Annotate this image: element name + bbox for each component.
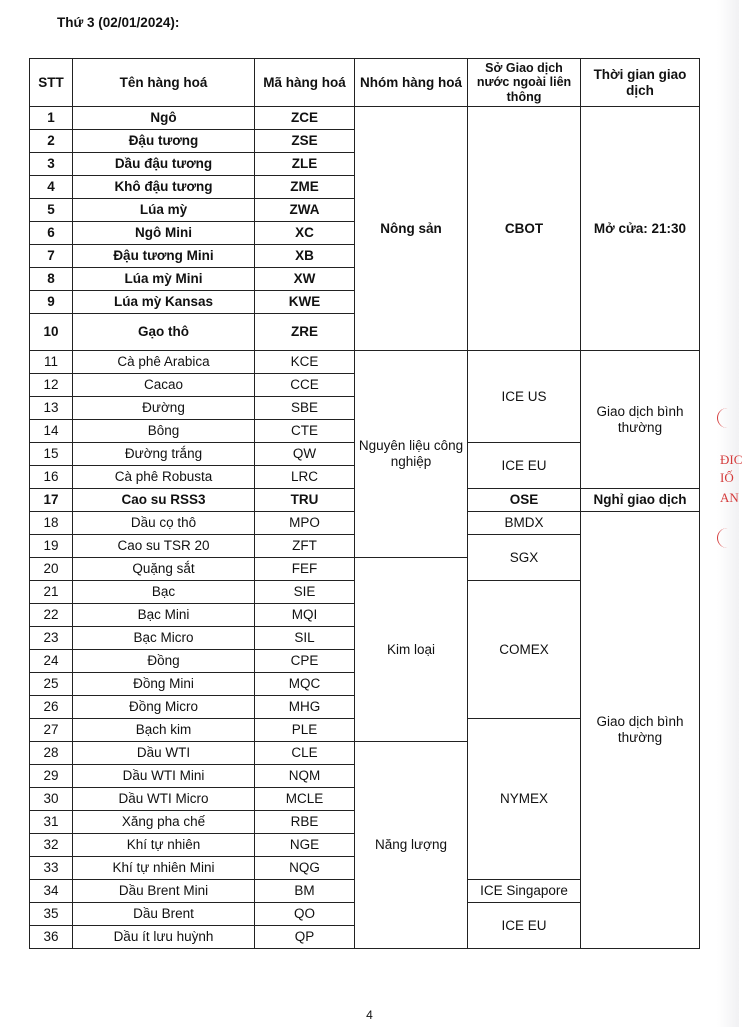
cell-stt: 32 <box>30 834 73 857</box>
group-metals: Kim loại <box>355 558 468 742</box>
stamp-mark: AN <box>720 490 739 505</box>
cell-name: Cao su TSR 20 <box>73 535 255 558</box>
header-group: Nhóm hàng hoá <box>355 59 468 107</box>
date-heading: Thứ 3 (02/01/2024): <box>57 15 180 30</box>
exchange-ice-us: ICE US <box>468 351 581 443</box>
cell-name: Dầu đậu tương <box>73 153 255 176</box>
cell-name: Khí tự nhiên Mini <box>73 857 255 880</box>
exchange-ice-eu: ICE EU <box>468 443 581 489</box>
cell-name: Dầu Brent Mini <box>73 880 255 903</box>
cell-code: ZWA <box>255 199 355 222</box>
cell-code: CTE <box>255 420 355 443</box>
exchange-ice-eu-2: ICE EU <box>468 903 581 949</box>
cell-code: ZME <box>255 176 355 199</box>
cell-name: Bạch kim <box>73 719 255 742</box>
cell-stt: 25 <box>30 673 73 696</box>
cell-stt: 10 <box>30 314 73 351</box>
cell-code: CPE <box>255 650 355 673</box>
cell-name: Lúa mỳ Kansas <box>73 291 255 314</box>
cell-name: Lúa mỳ <box>73 199 255 222</box>
cell-stt: 36 <box>30 926 73 949</box>
cell-code: RBE <box>255 811 355 834</box>
exchange-sgx: SGX <box>468 535 581 581</box>
cell-code: QO <box>255 903 355 926</box>
cell-name: Bạc Mini <box>73 604 255 627</box>
time-closed: Nghỉ giao dịch <box>581 489 700 512</box>
cell-stt: 33 <box>30 857 73 880</box>
header-exchange: Sở Giao dịch nước ngoài liên thông <box>468 59 581 107</box>
cell-code: XW <box>255 268 355 291</box>
group-agri: Nông sản <box>355 107 468 351</box>
cell-name: Dầu WTI Micro <box>73 788 255 811</box>
cell-name: Đường <box>73 397 255 420</box>
exchange-ice-singapore: ICE Singapore <box>468 880 581 903</box>
time-open: Mở cửa: 21:30 <box>581 107 700 351</box>
cell-stt: 19 <box>30 535 73 558</box>
cell-name: Khí tự nhiên <box>73 834 255 857</box>
cell-name: Ngô <box>73 107 255 130</box>
group-industrial: Nguyên liệu công nghiệp <box>355 351 468 558</box>
cell-stt: 11 <box>30 351 73 374</box>
cell-code: XB <box>255 245 355 268</box>
cell-code: MHG <box>255 696 355 719</box>
cell-stt: 26 <box>30 696 73 719</box>
cell-stt: 17 <box>30 489 73 512</box>
cell-stt: 31 <box>30 811 73 834</box>
header-name: Tên hàng hoá <box>73 59 255 107</box>
cell-stt: 35 <box>30 903 73 926</box>
cell-stt: 9 <box>30 291 73 314</box>
red-stamp-fragment <box>717 400 742 550</box>
exchange-bmdx: BMDX <box>468 512 581 535</box>
stamp-arc <box>717 528 738 548</box>
commodity-table <box>29 58 700 949</box>
cell-name: Dầu cọ thô <box>73 512 255 535</box>
cell-stt: 28 <box>30 742 73 765</box>
cell-name: Bông <box>73 420 255 443</box>
cell-code: QP <box>255 926 355 949</box>
cell-stt: 7 <box>30 245 73 268</box>
cell-stt: 1 <box>30 107 73 130</box>
cell-name: Đồng Mini <box>73 673 255 696</box>
cell-name: Đường trắng <box>73 443 255 466</box>
cell-name: Dầu Brent <box>73 903 255 926</box>
header-code: Mã hàng hoá <box>255 59 355 107</box>
cell-code: FEF <box>255 558 355 581</box>
cell-stt: 16 <box>30 466 73 489</box>
cell-name: Đồng <box>73 650 255 673</box>
cell-code: NQG <box>255 857 355 880</box>
cell-code: PLE <box>255 719 355 742</box>
cell-code: MCLE <box>255 788 355 811</box>
cell-code: SIL <box>255 627 355 650</box>
table-row <box>30 107 700 130</box>
cell-code: ZFT <box>255 535 355 558</box>
cell-code: ZLE <box>255 153 355 176</box>
cell-stt: 18 <box>30 512 73 535</box>
cell-code: ZRE <box>255 314 355 351</box>
cell-stt: 24 <box>30 650 73 673</box>
cell-stt: 34 <box>30 880 73 903</box>
cell-code: ZSE <box>255 130 355 153</box>
cell-name: Ngô Mini <box>73 222 255 245</box>
header-time: Thời gian giao dịch <box>581 59 700 107</box>
page-number: 4 <box>366 1008 373 1022</box>
cell-stt: 14 <box>30 420 73 443</box>
cell-name: Lúa mỳ Mini <box>73 268 255 291</box>
cell-name: Cà phê Robusta <box>73 466 255 489</box>
cell-stt: 27 <box>30 719 73 742</box>
cell-stt: 29 <box>30 765 73 788</box>
cell-name: Khô đậu tương <box>73 176 255 199</box>
cell-name: Dầu WTI <box>73 742 255 765</box>
cell-stt: 2 <box>30 130 73 153</box>
cell-stt: 6 <box>30 222 73 245</box>
cell-code: MQI <box>255 604 355 627</box>
time-normal-1: Giao dịch bình thường <box>581 351 700 489</box>
cell-code: KCE <box>255 351 355 374</box>
exchange-ose: OSE <box>468 489 581 512</box>
cell-name: Bạc <box>73 581 255 604</box>
cell-name: Quặng sắt <box>73 558 255 581</box>
cell-code: CCE <box>255 374 355 397</box>
cell-code: BM <box>255 880 355 903</box>
cell-stt: 12 <box>30 374 73 397</box>
cell-code: TRU <box>255 489 355 512</box>
cell-stt: 5 <box>30 199 73 222</box>
cell-stt: 13 <box>30 397 73 420</box>
cell-stt: 23 <box>30 627 73 650</box>
cell-stt: 20 <box>30 558 73 581</box>
table-row <box>30 351 700 374</box>
cell-code: CLE <box>255 742 355 765</box>
cell-name: Cà phê Arabica <box>73 351 255 374</box>
stamp-mark: IỐ <box>720 470 734 485</box>
cell-name: Gạo thô <box>73 314 255 351</box>
table-header-row <box>30 59 700 107</box>
exchange-nymex: NYMEX <box>468 719 581 880</box>
cell-code: MQC <box>255 673 355 696</box>
cell-stt: 4 <box>30 176 73 199</box>
stamp-mark: ĐIC <box>720 452 742 467</box>
header-stt: STT <box>30 59 73 107</box>
cell-code: QW <box>255 443 355 466</box>
cell-name: Dầu ít lưu huỳnh <box>73 926 255 949</box>
cell-name: Đậu tương Mini <box>73 245 255 268</box>
stamp-arc <box>717 408 738 428</box>
cell-name: Cao su RSS3 <box>73 489 255 512</box>
cell-code: LRC <box>255 466 355 489</box>
group-energy: Năng lượng <box>355 742 468 949</box>
cell-name: Đồng Micro <box>73 696 255 719</box>
cell-stt: 15 <box>30 443 73 466</box>
cell-stt: 8 <box>30 268 73 291</box>
cell-code: SIE <box>255 581 355 604</box>
time-normal-2: Giao dịch bình thường <box>581 512 700 949</box>
cell-name: Xăng pha chế <box>73 811 255 834</box>
cell-name: Dầu WTI Mini <box>73 765 255 788</box>
cell-code: NGE <box>255 834 355 857</box>
cell-code: NQM <box>255 765 355 788</box>
cell-name: Đậu tương <box>73 130 255 153</box>
cell-stt: 21 <box>30 581 73 604</box>
cell-code: KWE <box>255 291 355 314</box>
exchange-comex: COMEX <box>468 581 581 719</box>
cell-code: SBE <box>255 397 355 420</box>
cell-code: XC <box>255 222 355 245</box>
exchange-cbot: CBOT <box>468 107 581 351</box>
cell-code: MPO <box>255 512 355 535</box>
cell-code: ZCE <box>255 107 355 130</box>
cell-stt: 22 <box>30 604 73 627</box>
cell-name: Bạc Micro <box>73 627 255 650</box>
cell-name: Cacao <box>73 374 255 397</box>
cell-stt: 30 <box>30 788 73 811</box>
cell-stt: 3 <box>30 153 73 176</box>
